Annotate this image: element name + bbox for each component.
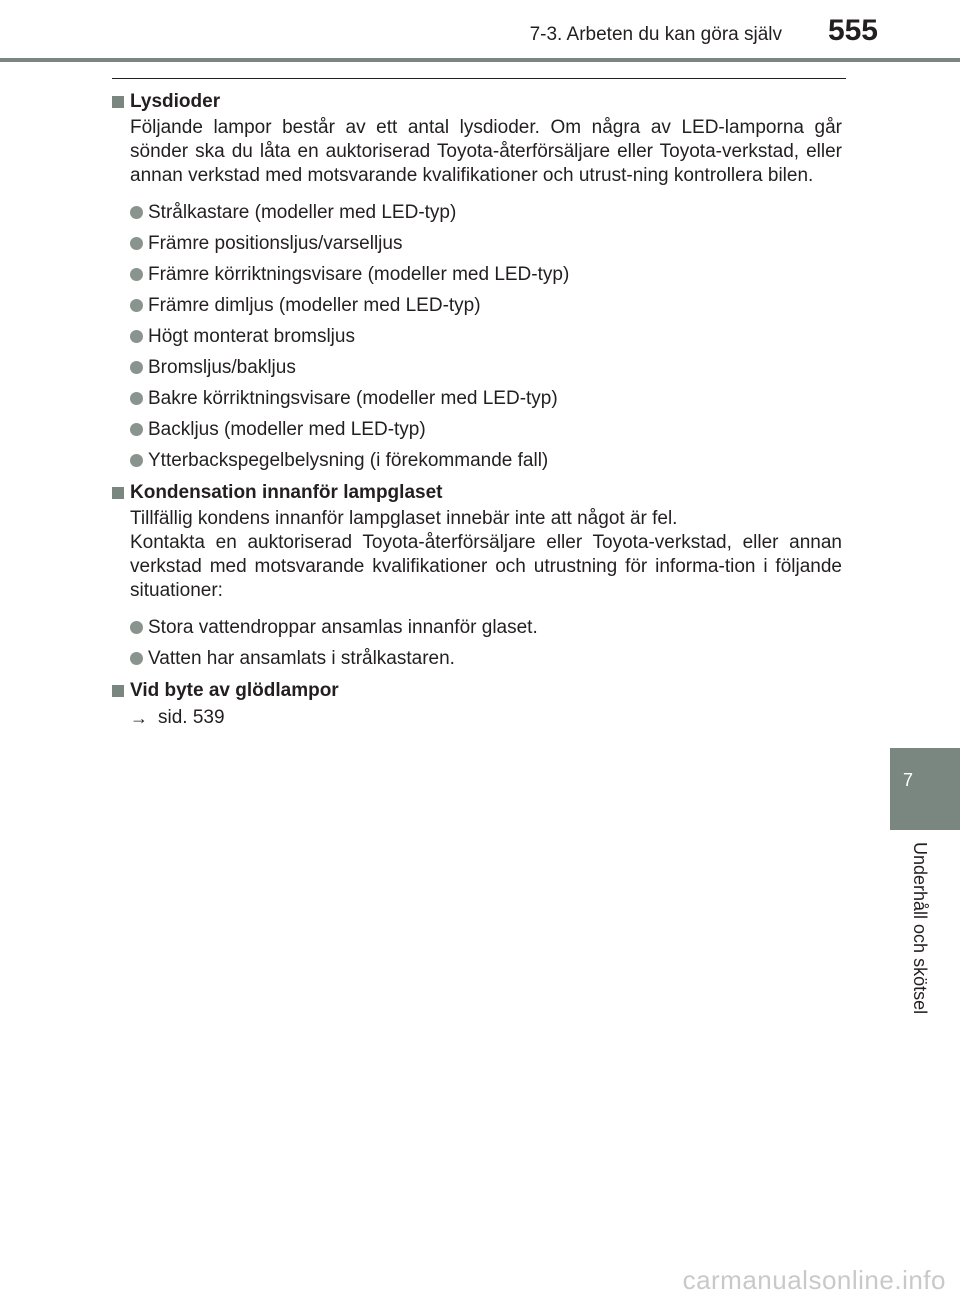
- section-heading: [112, 677, 842, 705]
- list-item: [130, 293, 842, 318]
- header-rule: [0, 58, 960, 62]
- circle-bullet-icon: [130, 268, 143, 281]
- list-item: [130, 417, 842, 442]
- square-bullet-icon: [112, 487, 124, 499]
- circle-bullet-icon: [130, 652, 143, 665]
- square-bullet-icon: [112, 96, 124, 108]
- square-bullet-icon: [112, 685, 124, 697]
- page-header: [0, 0, 960, 58]
- section-heading: [112, 88, 842, 116]
- circle-bullet-icon: [130, 330, 143, 343]
- list-item-text: Strålkastare (modeller med LED-typ): [148, 202, 457, 223]
- content-divider: [112, 78, 846, 79]
- list-item: [130, 262, 842, 287]
- circle-bullet-icon: [130, 206, 143, 219]
- list-item-text: Stora vattendroppar ansamlas innanför glaset.: [148, 617, 538, 638]
- paragraph: Kontakta en auktoriserad Toyota-återförsäljare eller Toyota-verkstad, eller annan verkstad med motsvarande kvalifikationer och utrustning för informa-tion i följande situationer:: [130, 532, 842, 601]
- list-item-text: Högt monterat bromsljus: [148, 326, 355, 347]
- chapter-tab: [890, 748, 960, 830]
- list-item-text: Främre dimljus (modeller med LED-typ): [148, 295, 481, 316]
- circle-bullet-icon: [130, 361, 143, 374]
- circle-bullet-icon: [130, 621, 143, 634]
- heading-text: Lysdioder: [130, 91, 221, 112]
- page-number: 555: [827, 14, 878, 47]
- circle-bullet-icon: [130, 392, 143, 405]
- list-item: [130, 646, 842, 671]
- circle-bullet-icon: [130, 454, 143, 467]
- section-heading: [112, 479, 842, 507]
- heading-text: Kondensation innanför lampglaset: [130, 482, 443, 503]
- chapter-label: Underhåll och skötsel: [910, 842, 930, 1015]
- list-item: [130, 324, 842, 349]
- list-item-text: Vatten har ansamlats i strålkastaren.: [148, 648, 455, 669]
- list-item: [130, 231, 842, 256]
- list-item-text: Ytterbackspegelbelysning (i förekommande fall): [148, 450, 549, 471]
- paragraph: Tillfällig kondens innanför lampglaset innebär inte att något är fel.: [130, 508, 678, 529]
- paragraph: Följande lampor består av ett antal lysdioder. Om några av LED-lamporna går sönder ska du låta en auktoriserad Toyota-återförsäljare eller Toyota-verkstad, eller annan verkstad med motsvarande kvalifikationer och utrust-ning kontrollera bilen.: [130, 117, 842, 186]
- list-item: [130, 355, 842, 380]
- page-reference: [130, 705, 842, 731]
- circle-bullet-icon: [130, 423, 143, 436]
- chapter-number: 7: [902, 770, 913, 790]
- circle-bullet-icon: [130, 237, 143, 250]
- list-item-text: Främre körriktningsvisare (modeller med LED-typ): [148, 264, 570, 285]
- list-item-text: Backljus (modeller med LED-typ): [148, 419, 426, 440]
- list-item-text: Bakre körriktningsvisare (modeller med LED-typ): [148, 388, 558, 409]
- list-item: [130, 448, 842, 473]
- watermark: carmanualsonline.info: [682, 1265, 946, 1295]
- list-item: [130, 615, 842, 640]
- page-reference-text: sid. 539: [158, 707, 225, 728]
- page-content: [112, 88, 842, 731]
- heading-text: Vid byte av glödlampor: [130, 680, 339, 701]
- list-item: [130, 200, 842, 225]
- list-item-text: Bromsljus/bakljus: [148, 357, 296, 378]
- circle-bullet-icon: [130, 299, 143, 312]
- list-item-text: Främre positionsljus/varselljus: [148, 233, 403, 254]
- arrow-right-icon: →: [130, 708, 148, 728]
- section-title: 7-3. Arbeten du kan göra själv: [529, 24, 782, 45]
- list-item: [130, 386, 842, 411]
